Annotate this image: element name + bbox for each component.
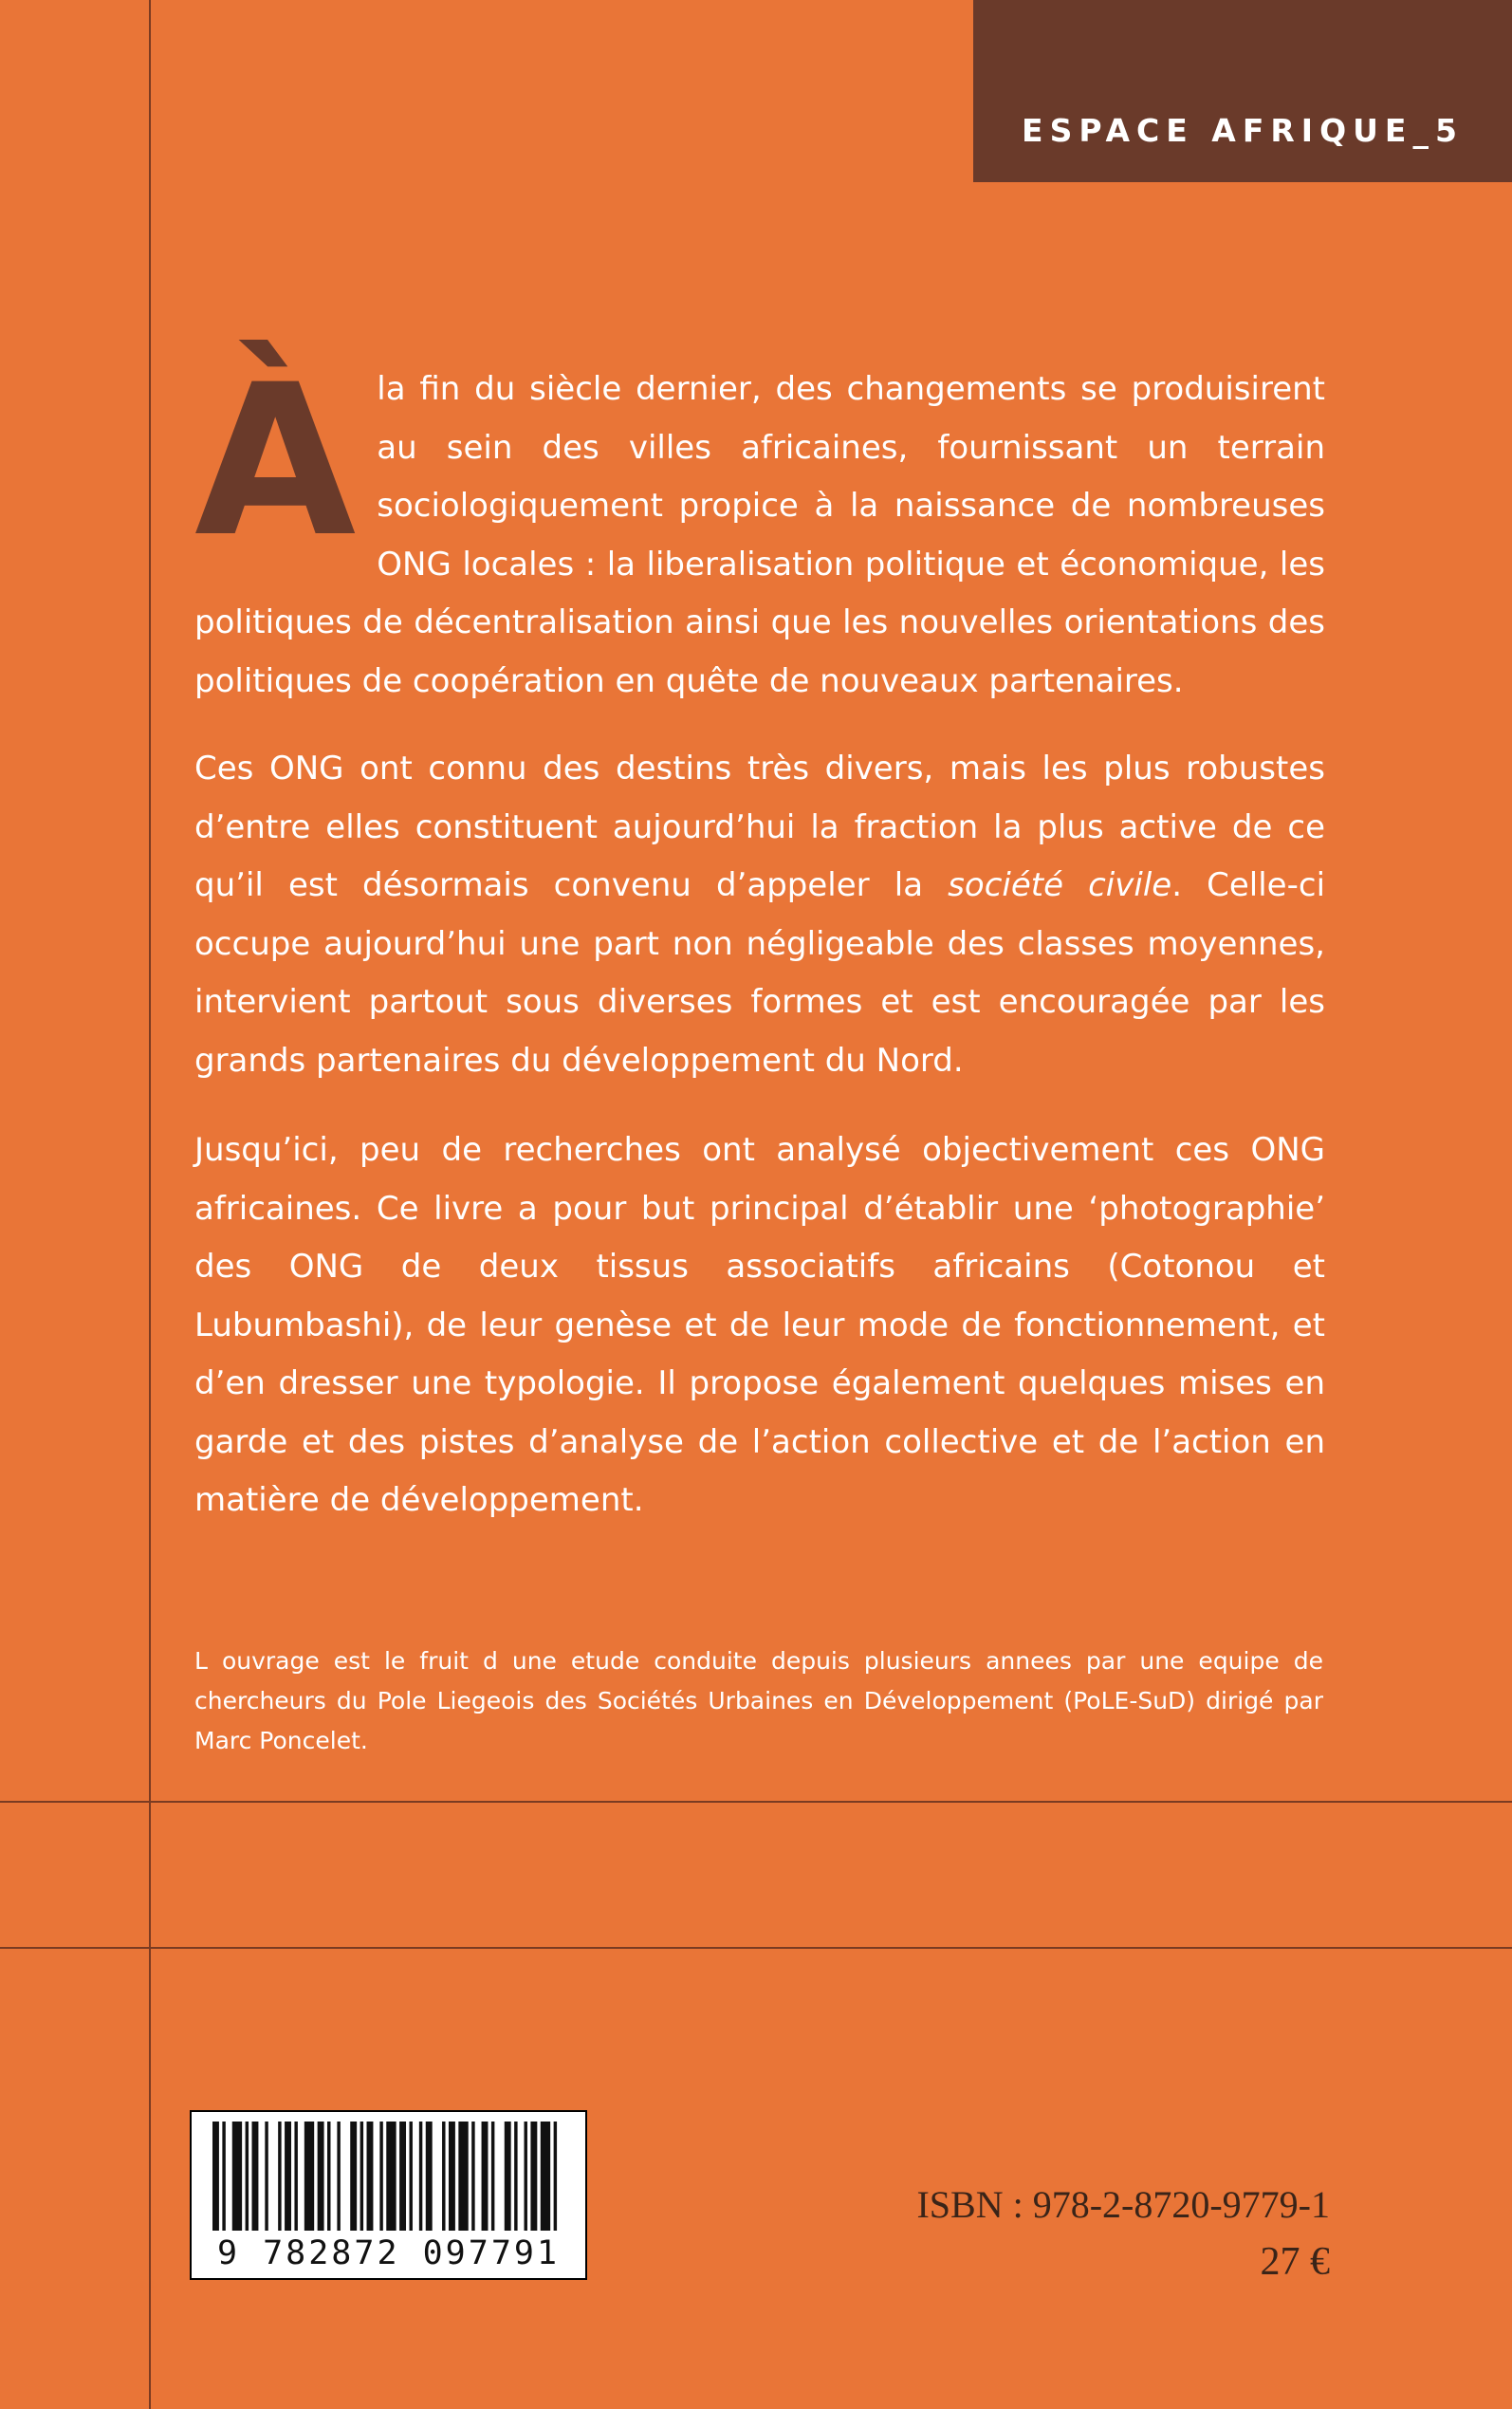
paragraph-research xyxy=(194,1121,1325,1530)
price: 27 € xyxy=(1260,2240,1330,2284)
barcode-bars-icon xyxy=(212,2122,563,2231)
divider-line-upper xyxy=(0,1801,1512,1803)
paragraph-intro-text: la fin du siècle dernier, des changements se produisirent au sein des villes africaines, fournissant un terrain sociologiquement propice à la naissance de nombreuses ONG locales : la liberalisation politique et économique, les politiques de décentralisation ainsi que les nouvelles orientations des politiques de coopération en quête de nouveaux partenaires. xyxy=(194,370,1325,700)
paragraph-society-italic: société civile xyxy=(948,866,1172,904)
paragraph-society-text-b: . Celle-ci occupe aujourd’hui une part non négligeable des classes moyennes, intervient partout sous diverses formes et est encouragée par les grands partenaires du développement du Nord. xyxy=(194,866,1326,1080)
spine-guide-line xyxy=(149,0,151,2409)
paragraph-society xyxy=(194,740,1325,1090)
paragraph-intro xyxy=(194,340,1325,711)
paragraph-society-text-a: Ces ONG ont connu des destins très divers, mais les plus robustes d’entre elles constituent aujourd’hui la fraction la plus active de ce qu’il est désormais convenu d’appeler la xyxy=(194,750,1325,904)
barcode xyxy=(190,2110,587,2280)
drop-cap: À xyxy=(194,340,357,583)
isbn-number: ISBN : 978-2-8720-9779-1 xyxy=(916,2183,1330,2226)
series-banner xyxy=(973,0,1512,182)
author-note: L ouvrage est le fruit d une etude conduite depuis plusieurs annees par une equipe de chercheurs du Pole Liegeois des Sociétés Urbaines en Développement (PoLE-SuD) dirigé par Marc Poncelet. xyxy=(194,1647,1323,1754)
paragraph-research-text: Jusqu’ici, peu de recherches ont analysé objectivement ces ONG africaines. Ce livre a pour but principal d’établir une ‘photographie’ des ONG de deux tissus associatifs africains (Cotonou et Lubumbashi), de leur genèse et de leur mode de fonctionnement, et d’en dresser une typologie. Il propose également quelques mises en garde et des pistes d’analyse de l’action collective et de l’action en matière de développement. xyxy=(194,1131,1325,1519)
divider-line-lower xyxy=(0,1947,1512,1949)
series-title: ESPACE AFRIQUE_5 xyxy=(1022,112,1464,149)
barcode-digits: 9 782872 097791 xyxy=(216,2234,561,2272)
